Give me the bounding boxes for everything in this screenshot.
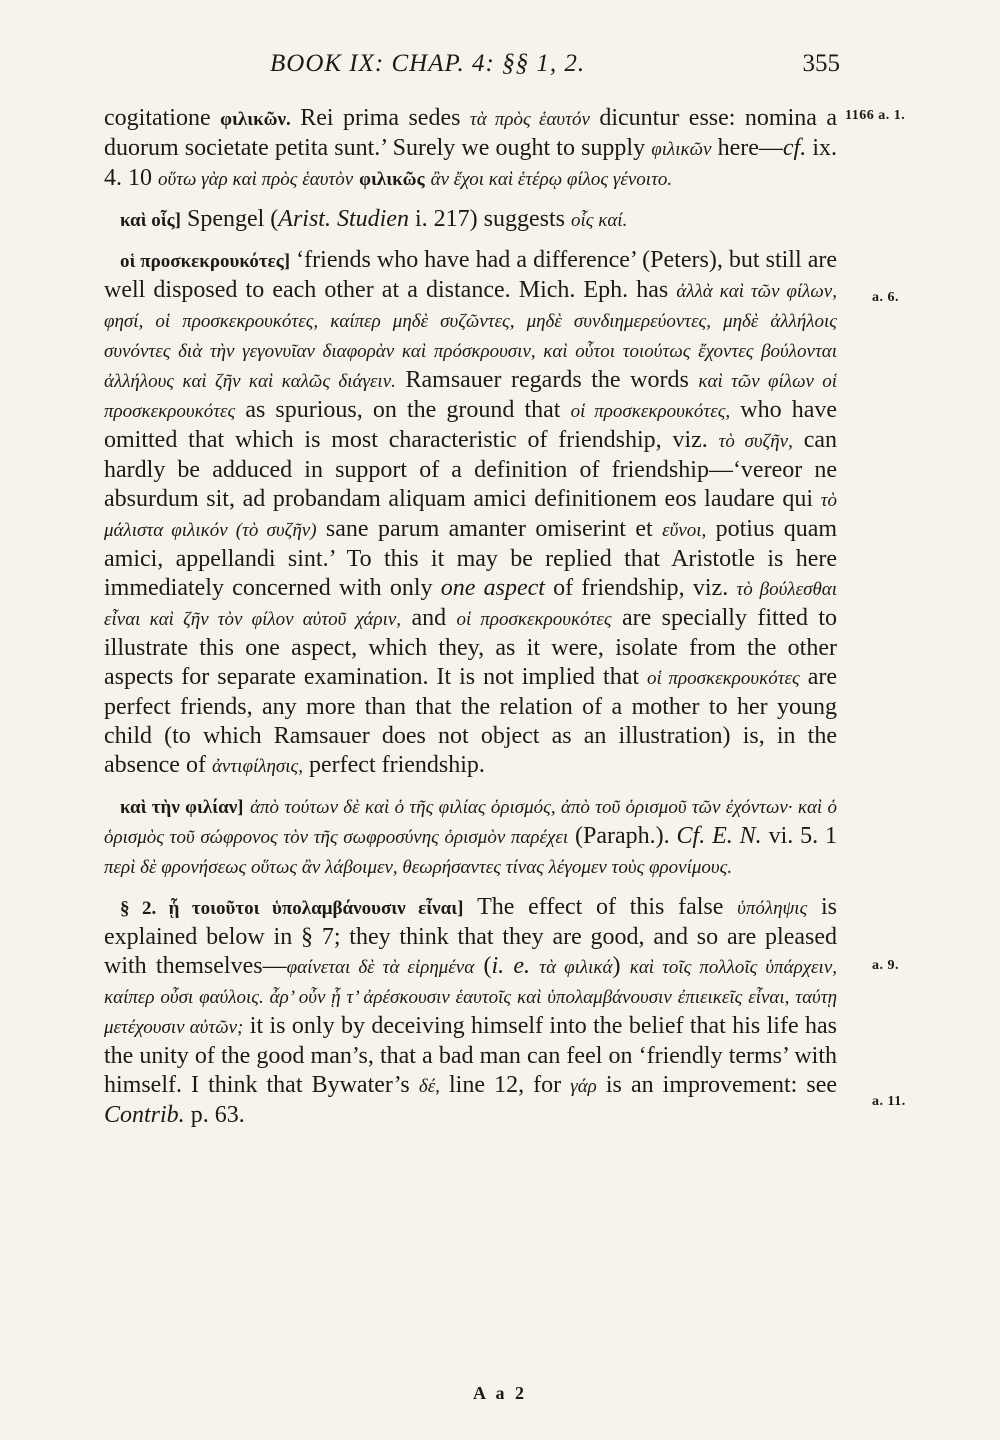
greek-text: οἱ προσκεκρουκότες xyxy=(456,609,612,630)
margin-note-a11: a. 11. xyxy=(872,1094,906,1109)
text: p. 63. xyxy=(190,1102,245,1128)
paragraph-section-2 xyxy=(104,893,837,1130)
signature-mark: A a 2 xyxy=(472,1383,527,1403)
lemma: § 2. ᾗ τοιοῦτοι ὑπολαμβάνουσιν εἶναι] xyxy=(120,898,464,919)
text: line 12, for xyxy=(449,1072,562,1098)
italic-text: Arist. Studien xyxy=(278,206,409,232)
greek-text: οὕτω γὰρ καὶ πρὸς ἑαυτὸν xyxy=(158,169,354,190)
greek-text: καὶ τοῖς πολλοῖς ὑπάρχειν, καίπερ οὖσι φαύλοις. ἆρ’ οὖν ᾗ τ’ ἀρέσκουσιν ἑαυτοῖς καὶ ὑπολαμβάνουσιν ἐπιεικεῖς εἶναι, ταύτῃ μετέχουσιν αὐτῶν; xyxy=(104,957,838,1038)
text: perfect friendship. xyxy=(309,752,485,778)
lemma: οἱ προσκεκρουκότες] xyxy=(120,251,291,272)
page-header xyxy=(270,50,840,90)
greek-text: καὶ τῶν φίλων οἱ προσκεκρουκότες xyxy=(104,371,838,422)
italic-text: Contrib. xyxy=(104,1102,185,1128)
text: of friendship, viz. xyxy=(553,575,729,601)
greek-text: δέ, xyxy=(418,1076,440,1097)
greek-text: τὸ βούλεσθαι εἶναι καὶ ζῆν τὸν φίλον αὐτοῦ χάριν, xyxy=(104,579,838,630)
text: i. 217) suggests xyxy=(414,206,565,232)
greek-text: φιλικῶν xyxy=(651,139,712,160)
greek-text: οἱ προσκεκρουκότες xyxy=(647,668,800,689)
page-number: 355 xyxy=(802,50,840,77)
lemma: φιλικῶς xyxy=(359,169,425,190)
text: vi. 5. 1 xyxy=(768,823,838,849)
text: is an improvement: see xyxy=(605,1072,838,1098)
greek-text: φαίνεται δὲ τὰ εἰρημένα xyxy=(286,957,475,978)
text: ) xyxy=(612,953,621,979)
paragraph-phylikon xyxy=(104,104,837,194)
text: dicuntur esse: nomina a duorum societate petita sunt.’ Surely we ought to supply xyxy=(104,105,838,161)
lemma: καὶ τὴν φιλίαν] xyxy=(120,797,244,818)
text: ( xyxy=(483,953,492,979)
lemma: φιλικῶν. xyxy=(220,109,291,130)
text: (Paraph.). xyxy=(575,823,670,849)
text: potius quam amici, appellandi sint.’ To this it may be replied that Aristotle is here immediately concerned with only xyxy=(104,516,838,601)
text: cogitatione xyxy=(104,105,211,131)
paragraph-proskekroukotes xyxy=(104,246,837,781)
greek-text: τὰ φιλικά xyxy=(539,957,613,978)
text: here— xyxy=(717,135,783,161)
commentary-body xyxy=(104,104,837,1141)
text: sane parum amanter omiserint et xyxy=(325,516,653,542)
greek-text: ἀλλὰ καὶ τῶν φίλων, φησί, οἱ προσκεκρουκότες, καίπερ μηδὲ συζῶντες, μηδὲ συνδιημερεύοντες, μηδὲ ἀλλήλοις συνόντες διὰ τὴν γεγονυῖαν διαφορὰν καὶ πρόσκρουσιν, καὶ οὗτοι τοιούτως ἔχοντες βούλονται ἀλλήλους καὶ ζῆν καὶ καλῶς διάγειν. xyxy=(104,281,837,392)
paragraph-kai-hois xyxy=(104,205,837,235)
text: Ramsauer regards the words xyxy=(405,367,689,393)
italic-text: one aspect xyxy=(440,575,545,601)
text: is explained below in § 7; they think that they are good, and so are pleased with themselves— xyxy=(104,894,838,979)
text: are specially fitted to illustrate this one aspect, which they, as it were, isolate from the other aspects for separate examination. It is not implied that xyxy=(104,605,838,690)
greek-text: τὸ συζῆν, xyxy=(718,431,793,452)
text: ‘friends who have had a difference’ (Peters), but still are well disposed to each other at a distance. Mich. Eph. has xyxy=(104,247,837,303)
greek-text: εὔνοι, xyxy=(662,520,707,541)
lemma: καὶ οἷς] xyxy=(120,210,181,231)
margin-note-a6: a. 6. xyxy=(872,290,899,305)
running-head: BOOK IX: CHAP. 4: §§ 1, 2. xyxy=(270,50,586,77)
greek-text: ἀντιφίλησις, xyxy=(211,756,303,777)
greek-text: περὶ δὲ φρονήσεως οὕτως ἂν λάβοιμεν, θεωρήσαντες τίνας λέγομεν τοὺς φρονίμους. xyxy=(104,857,733,878)
italic-text: i. e. xyxy=(491,953,531,979)
text: are perfect friends, any more than that the relation of a mother to her young child (to which Ramsauer does not object as an illustration) is, in the absence of xyxy=(104,664,837,778)
greek-text: ἀπὸ τούτων δὲ καὶ ὁ τῆς φιλίας ὁρισμός, ἀπὸ τοῦ ὁρισμοῦ τῶν ἐχόντων· καὶ ὁ ὁρισμὸς τοῦ σώφρονος τὸν τῆς σωφροσύνης ὁρισμὸν παρέχει xyxy=(104,797,837,848)
italic-text: cf. xyxy=(782,135,807,161)
text: Spengel ( xyxy=(186,206,279,232)
text: The effect of this false xyxy=(477,894,724,920)
greek-text: τὸ μάλιστα φιλικόν (τὸ συζῆν) xyxy=(104,490,837,541)
margin-note-a9: a. 9. xyxy=(872,958,899,973)
greek-text: τὰ πρὸς ἑαυτόν xyxy=(469,109,590,130)
text: Rei prima sedes xyxy=(300,105,461,131)
text: can hardly be adduced in support of a definition of friendship—‘vereor ne absurdum sit, ad probandam aliquam amici definitionem eos laudare qui xyxy=(104,427,837,512)
paragraph-kai-ten-philian xyxy=(104,792,837,882)
italic-text: Cf. E. N. xyxy=(676,823,762,849)
text: as spurious, on the ground that xyxy=(245,397,561,423)
text: and xyxy=(411,605,447,631)
greek-text: οἷς καί. xyxy=(570,210,628,231)
greek-text: γάρ xyxy=(570,1076,597,1097)
greek-text: ἂν ἔχοι καὶ ἑτέρῳ φίλος γένοιτο. xyxy=(430,169,673,190)
text: who have omitted that which is most characteristic of friendship, viz. xyxy=(104,397,838,453)
greek-text: ὑπόληψις xyxy=(737,898,808,919)
margin-note-1166a1: 1166 a. 1. xyxy=(845,108,906,123)
greek-text: οἱ προσκεκρουκότες, xyxy=(570,401,731,422)
text: it is only by deceiving himself into the belief that his life has the unity of the good man’s, that a bad man can feel on ‘friendly terms’ with himself. I think that Bywater’s xyxy=(104,1013,837,1098)
text: ix. 4. 10 xyxy=(104,135,838,191)
